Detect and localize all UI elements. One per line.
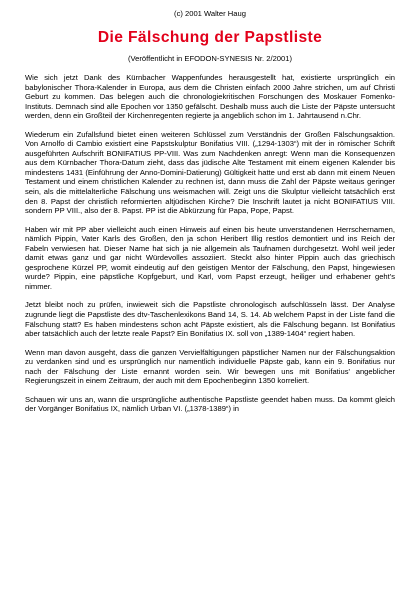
- paragraph-3: Haben wir mit PP aber vielleicht auch einen Hinweis auf einen bis heute unverstandenen Herrschernamen, nämlich Pippin, Vater Karls des Großen, den ja schon Heribert Illig restlos demontiert und ins Reich der Fabeln verwiesen hat. Dieser Name hat sich ja nie allgemein als Taufnamen durchgesetzt. Wohl weil jeder damit etwas ganz und gar nicht Würdevolles assoziiert. Steckt also hinter Pippin auch das griechisch gesprochene Kürzel PP, womit eindeutig auf den geistigen Mentor der Fälschung, den Papst, hingewiesen wurde? Pippin, eine päpstliche Kopfgeburt, und Karl, vom Papst erzeugt, heiliger und erhabener geht's nimmer.: [25, 224, 395, 291]
- article-title: Die Fälschung der Papstliste: [97, 29, 323, 46]
- paragraph-6: Schauen wir uns an, wann die ursprüngliche authentische Papstliste geendet haben muss. Da kommt gleich der Vorgänger Bonifatius IX, nämlich Urban VI. („1378-1389“) in: [25, 394, 395, 414]
- paragraph-2: Wiederum ein Zufallsfund bietet einen weiteren Schlüssel zum Verständnis der Großen Fälschungsaktion. Von Arnolfo di Cambio existiert eine Papstskulptur Bonifatius VIII. („1294-1303“) mit der in römischer Schrift ausgeführten Aufschrift BONIFATIUS PP-VIII. Was zum Nachdenken anregt: Wenn man die Konsequenzen aus dem Kürnbacher Thora-Datum zieht, dass das jüdische Alte Testament mit einem eigenen Kalender bis mindestens 1431 (Einführung der Anno-Domini-Datierung) Gültigkeit hatte und erst ab dann mit einem Neuen Testament und einem christlichen Kalender zu rechnen ist, dann muss die Zahl der Päpste weitaus geringer sein, als die mittelalterliche Fälschung uns weismachen will. Zeigt uns die Skulptur vielleicht tatsächlich erst den 8. Papst der christlich reformierten altjüdischen Kirche? Die Inschrift lautet ja nicht BONIFATIUS VIII. sondern PP VIII., also der 8. Papst. PP ist die Abkürzung für Papa, Pope, Papst.: [25, 129, 395, 216]
- publication-note: (Veröffentlicht in EFODON-SYNESIS Nr. 2/2001): [127, 54, 293, 63]
- copyright-notice: (c) 2001 Walter Haug: [174, 9, 246, 18]
- paragraph-4: Jetzt bleibt noch zu prüfen, inwieweit sich die Papstliste chronologisch aufschlüsseln lässt. Der Analyse zugrunde liegt die Papstliste des dtv-Taschenlexikons Band 14, S. 14. Ab welchem Papst in der Liste fand die Fälschung statt? Es haben mindestens schon acht Päpste existiert, als die Fälschung begann. Ist Bonifatius aber tatsächlich auch der letzte reale Papst? Ein Bonifatius IX. soll von „1389-1404“ regiert haben.: [25, 300, 395, 339]
- paragraph-1: Wie sich jetzt Dank des Kürnbacher Wappenfundes herausgestellt hat, existierte ursprünglich ein babylonischer Thora-Kalender in Europa, aus dem die Christen einfach 2000 Jahre strichen, um auf Christi Geburt zu kommen. Das belegen auch die chronologiekritischen Forschungen des Moskauer Fomenko-Instituts. Demnach sind alle Epochen vor 1350 gefälscht. Deshalb muss auch die Liste der Päpste untersucht werden, denn ein Großteil der Kirchenregenten regierte ja angeblich schon im 1. Jahrtausend n.Chr.: [25, 73, 395, 121]
- paragraph-5: Wenn man davon ausgeht, dass die ganzen Vervielfältigungen päpstlicher Namen nur der Fälschungsaktion zu verdanken sind und es ursprünglich nur namentlich individuelle Päpste gab, kann ein 9. Bonifatius nur nach der Fälschung der Liste ernannt worden sein. Wir bewegen uns mit Bonifatius' angeblicher Regierungszeit in einem Zeitraum, der auch mit dem Epochenbeginn 1350 korreliert.: [25, 347, 395, 386]
